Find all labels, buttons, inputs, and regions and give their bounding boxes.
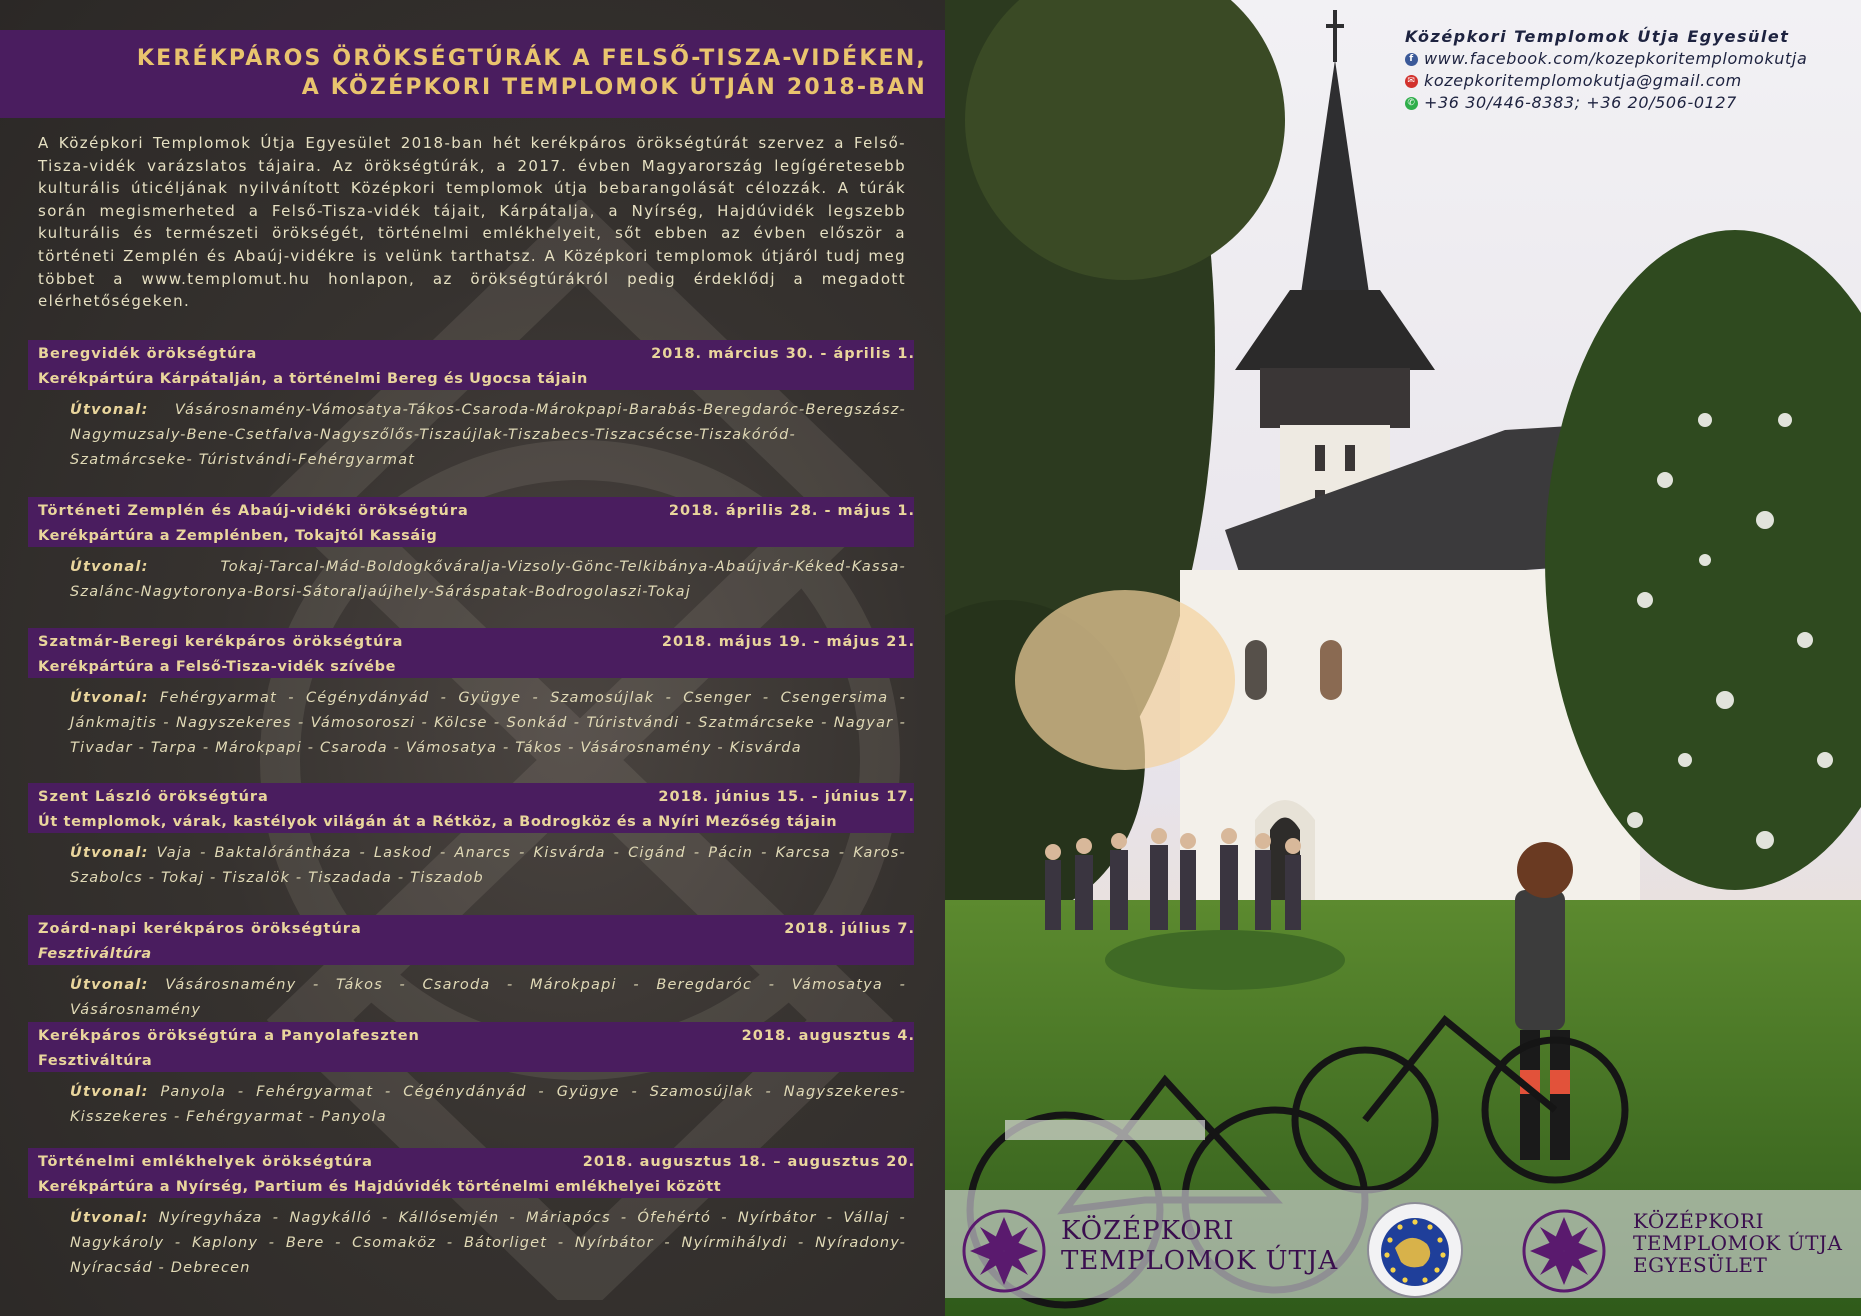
tour-name: Kerékpáros örökségtúra a Panyolafeszten <box>38 1028 420 1044</box>
tour-subtitle: Út templomok, várak, kastélyok világán át a Rétköz, a Bodrogköz és a Nyíri Mezőség tájain <box>38 814 838 830</box>
tour-date: 2018. augusztus 4. <box>741 1028 915 1044</box>
tour-item <box>0 628 945 759</box>
tour-route <box>70 841 906 891</box>
tour-name: Szent László örökségtúra <box>38 789 269 805</box>
route-label: Útvonal: <box>70 1210 149 1226</box>
route-label: Útvonal: <box>70 402 149 418</box>
phone-icon: ✆ <box>1405 97 1418 110</box>
title-line-2: A KÖZÉPKORI TEMPLOMOK ÚTJÁN 2018-BAN <box>301 75 927 100</box>
contact-phone-row[interactable] <box>1405 92 1807 114</box>
tour-date: 2018. augusztus 18. – augusztus 20. <box>582 1154 915 1170</box>
logo-1-line-1: KÖZÉPKORI <box>1061 1216 1235 1246</box>
logo-1-text <box>1061 1216 1338 1276</box>
facebook-link[interactable]: www.facebook.com/kozepkoritemplomokutja <box>1424 49 1808 68</box>
tour-date: 2018. június 15. - június 17. <box>658 789 915 805</box>
tour-date: 2018. március 30. - április 1. <box>651 346 915 362</box>
tour-subtitle: Kerékpártúra a Zemplénben, Tokajtól Kassáig <box>38 528 438 544</box>
contact-org: Középkori Templomok Útja Egyesület <box>1405 27 1790 46</box>
tour-subtitle: Kerékpártúra a Nyírség, Partium és Hajdúvidék történelmi emlékhelyei között <box>38 1179 722 1195</box>
tour-subtitle: Kerékpártúra Kárpátalján, a történelmi Bereg és Ugocsa tájain <box>38 371 588 387</box>
association-logo-icon <box>1520 1207 1608 1295</box>
route-stops: Vásárosnamény-Vámosatya-Tákos-Csaroda-Márokpapi-Barabás-Beregdaróc-Beregszász-Nagymuzsaly-Bene-Csetfalva-Nagyszőlős-Tiszaújlak-Tiszabecs-Tiszacsécse-Tiszakóród-Szatmárcseke- Túristvándi-Fehérgyarmat <box>70 402 906 468</box>
page-title <box>137 44 927 102</box>
contact-block <box>1405 26 1807 114</box>
route-stops: Vaja - Baktalórántháza - Laskod - Anarcs - Kisvárda - Cigánd - Pácin - Karcsa - Karos-Szabolcs - Tokaj - Tiszalök - Tiszadada - Tiszadob <box>70 845 906 886</box>
route-stops: Nyíregyháza - Nagykálló - Kállósemjén - Máriapócs - Ófehértó - Nyírbátor - Vállaj - Nagykároly - Kaplony - Bere - Csomaköz - Bátorliget - Nyírbátor - Nyírmihálydi - Nyíradony-Nyíracsád - Debrecen <box>70 1210 906 1276</box>
tour-route <box>70 686 906 761</box>
tour-route <box>70 398 906 473</box>
tour-name: Szatmár-Beregi kerékpáros örökségtúra <box>38 634 404 650</box>
logo-2-line-3: EGYESÜLET <box>1633 1253 1768 1277</box>
logo-1-line-2: TEMPLOMOK ÚTJA <box>1061 1246 1339 1276</box>
route-stops: Vásárosnamény - Tákos - Csaroda - Márokpapi - Beregdaróc - Vámosatya - Vásárosnamény <box>70 977 907 1018</box>
route-stops: Panyola - Fehérgyarmat - Cégénydányád - Gyügye - Szamosújlak - Nagyszekeres-Kisszekeres - Fehérgyarmat - Panyola <box>70 1084 906 1125</box>
tour-subtitle: Fesztiváltúra <box>38 946 152 962</box>
logo-2-text <box>1633 1210 1842 1276</box>
logo-2-line-2: TEMPLOMOK ÚTJA <box>1633 1231 1843 1255</box>
route-stops: Fehérgyarmat - Cégénydányád - Gyügye - Szamosújlak - Csenger - Csengersima - Jánkmajtis - Nagyszekeres - Vámosoroszi - Kölcse - Sonkád - Túristvándi - Szatmárcseke - Nagyar - Tivadar - Tarpa - Márokpapi - Csaroda - Vámosatya - Tákos - Vásárosnamény - Kisvárda <box>70 690 907 756</box>
tour-name: Történelmi emlékhelyek örökségtúra <box>38 1154 373 1170</box>
tour-item <box>0 915 945 1018</box>
right-photo-panel <box>945 0 1861 1316</box>
route-label: Útvonal: <box>70 977 149 993</box>
intro-paragraph: A Középkori Templomok Útja Egyesület 2018-ban hét kerékpáros örökségtúrát szervez a Felső-Tisza-vidék varázslatos tájaira. Az örökségtúrák, a 2017. évben Magyarország legígéretesebb kulturális úticéljának nyilvánított Középkori templomok útja bebarangolását célozzák. A túrák során megismerheted a Felső-Tisza-vidék tájait, Kárpátalja, a Nyírség, Hajdúvidék legszebb kulturális és természeti örökségét, történelmi emlékhelyeit, sőt ebben az évben először a történeti Zemplén és Abaúj-vidékre is velünk tarthatsz. A Középkori templomok útjáról tudj meg többet a www.templomut.hu honlapon, az örökségtúrákról pedig érdeklődj a megadott elérhetőségeken. <box>38 134 906 311</box>
tour-route <box>70 1206 906 1281</box>
contact-email-row[interactable] <box>1405 70 1807 92</box>
tour-item <box>0 783 945 889</box>
eu-emblem-icon <box>1365 1200 1465 1300</box>
tour-name: Történeti Zemplén és Abaúj-vidéki örökségtúra <box>38 503 469 519</box>
tour-item <box>0 340 945 471</box>
title-line-1: KERÉKPÁROS ÖRÖKSÉGTÚRÁK A FELSŐ-TISZA-VIDÉKEN, <box>136 46 927 71</box>
contact-facebook-row[interactable] <box>1405 48 1807 70</box>
phone-numbers[interactable]: +36 30/446-8383; +36 20/506-0127 <box>1424 93 1737 112</box>
tour-route <box>70 973 906 1023</box>
tour-subtitle: Fesztiváltúra <box>38 1053 153 1069</box>
tour-subtitle: Kerékpártúra a Felső-Tisza-vidék szívébe <box>38 659 397 675</box>
tour-item <box>0 1022 945 1128</box>
church-route-logo-icon <box>960 1207 1048 1295</box>
route-stops: Tokaj-Tarcal-Mád-Boldogkőváralja-Vizsoly-Gönc-Telkibánya-Abaújvár-Kéked-Kassa-Szalánc-Nagytoronya-Borsi-Sátoraljaújhely-Sáráspatak-Bodrogolaszi-Tokaj <box>70 559 906 600</box>
tour-route <box>70 555 906 605</box>
route-label: Útvonal: <box>70 845 149 861</box>
route-label: Útvonal: <box>70 559 149 575</box>
route-label: Útvonal: <box>70 690 149 706</box>
facebook-icon: f <box>1405 53 1418 66</box>
logo-2-line-1: KÖZÉPKORI <box>1633 1209 1765 1233</box>
tour-date: 2018. április 28. - május 1. <box>668 503 915 519</box>
tour-name: Zoárd-napi kerékpáros örökségtúra <box>38 921 362 937</box>
tour-date: 2018. május 19. - május 21. <box>661 634 915 650</box>
tour-route <box>70 1080 906 1130</box>
tour-name: Beregvidék örökségtúra <box>38 346 258 362</box>
email-link[interactable]: kozepkoritemplomokutja@gmail.com <box>1424 71 1742 90</box>
tour-item <box>0 1148 945 1279</box>
route-label: Útvonal: <box>70 1084 149 1100</box>
email-icon: ✉ <box>1405 75 1418 88</box>
tour-item <box>0 497 945 603</box>
tour-date: 2018. július 7. <box>784 921 915 937</box>
church-photo <box>945 0 1861 1316</box>
